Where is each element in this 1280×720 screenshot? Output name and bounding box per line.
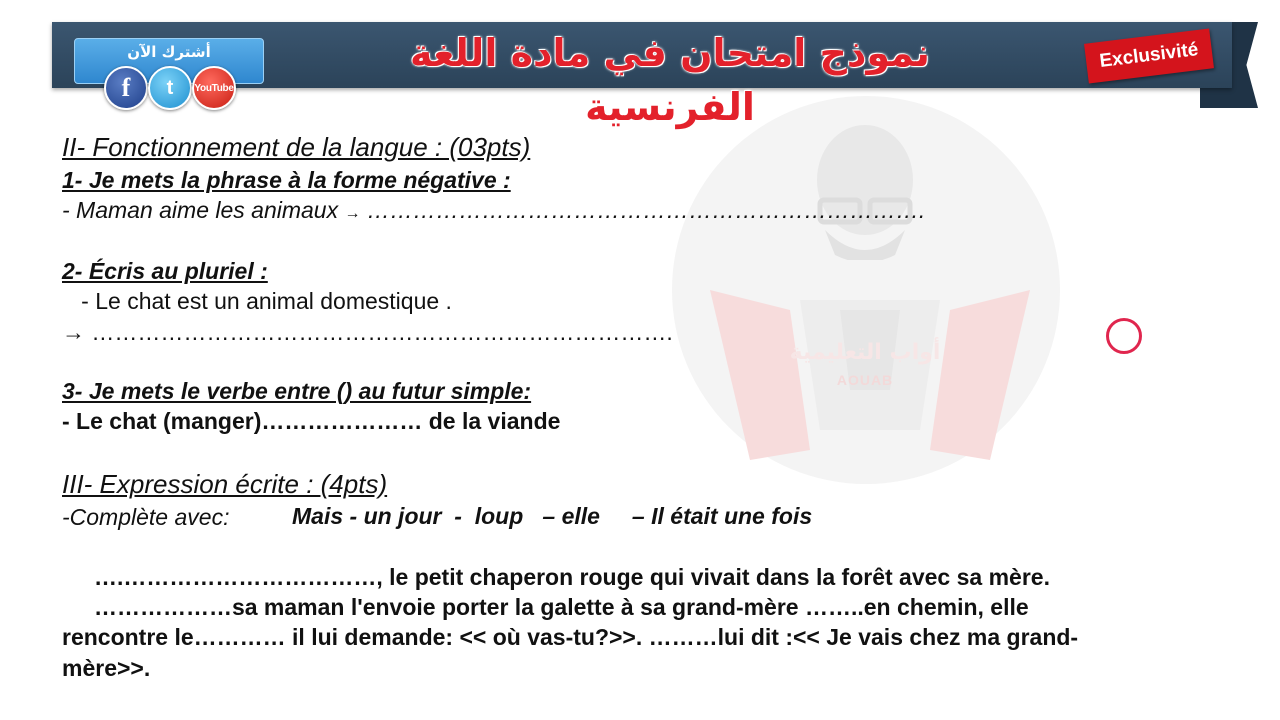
watermark-brand-latin: AOUAB [836, 372, 894, 388]
question-1-title: 1- Je mets la phrase à la forme négative : [62, 167, 511, 193]
question-1-line [62, 196, 925, 228]
section-2-title: II- Fonctionnement de la langue : (03pts) [62, 132, 531, 162]
exclusive-badge-label: Exclusivité [1098, 39, 1200, 72]
watermark-brand-arabic: أواب التعليمية [789, 340, 941, 365]
watermark-face-icon [800, 120, 930, 260]
subscribe-label: أشترك الآن [127, 43, 211, 61]
paragraph-line-2: ………………sa maman l'envoie porter la galette à sa grand-mère ……..en chemin, elle [62, 594, 1029, 620]
question-3-sentence: - Le chat (manger)………………… de la viande [62, 408, 561, 434]
paragraph-line-4: mère>>. [62, 655, 151, 681]
section-3-title: III- Expression écrite : (4pts) [62, 469, 388, 499]
paragraph-line-3: rencontre le………… il lui demande: << où vas-tu?>>. ………lui dit :<< Je vais chez ma grand- [62, 624, 1079, 650]
page-title: نموذج امتحان في مادة اللغة الفرنسية [410, 31, 930, 129]
question-3-title: 3- Je mets le verbe entre () au futur simple: [62, 378, 532, 404]
record-ring-icon [1106, 318, 1142, 354]
question-2-title: 2- Écris au pluriel : [62, 258, 268, 284]
paragraph-line-1: ….……………………………, le petit chaperon rouge qui vivait dans la forêt avec sa mère. [62, 564, 1050, 590]
question-1-sentence: - Maman aime les animaux [62, 197, 339, 223]
arrow-icon: → [344, 205, 361, 222]
question-2-answer-blank: → …………………………………………………………………. [62, 319, 673, 345]
word-bank: Mais - un jour - loup – elle – Il était une fois [292, 503, 813, 529]
twitter-icon[interactable]: t [148, 66, 192, 110]
facebook-icon[interactable]: f [104, 66, 148, 110]
completion-instruction: -Complète avec: [62, 504, 230, 530]
answer-blank: ………………………………………………………………. [366, 197, 926, 223]
youtube-icon[interactable]: YouTube [192, 66, 236, 110]
question-2-sentence: - Le chat est un animal domestique . [62, 288, 452, 314]
